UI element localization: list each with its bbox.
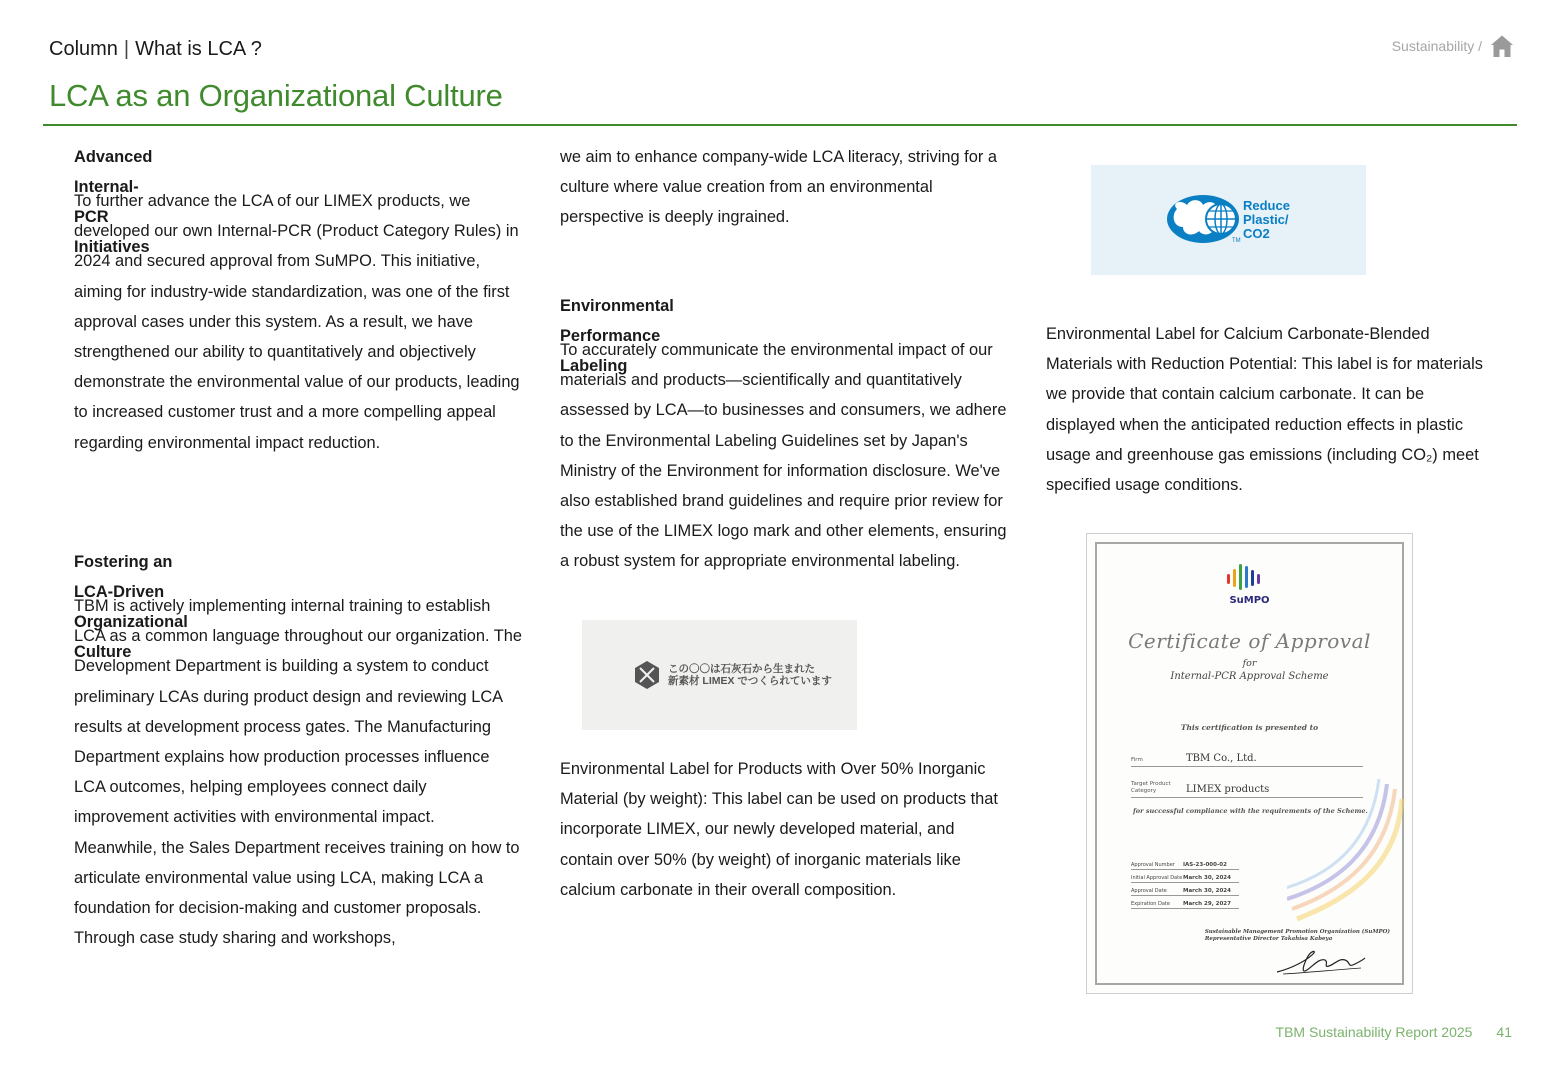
reduce-plastic-co2-label — [1091, 165, 1366, 275]
section-body-continuation: we aim to enhance company-wide LCA literacy, striving for a culture where value creation from an environmental perspective is deeply ingrained. — [560, 148, 997, 227]
page-footer — [1276, 1024, 1512, 1040]
reduce-line2: Plastic/ — [1243, 212, 1289, 227]
approval-date-row — [1131, 884, 1239, 896]
firm-value: TBM Co., Ltd. — [1186, 753, 1257, 764]
home-icon[interactable] — [1490, 34, 1514, 58]
limex-label-text — [668, 663, 832, 687]
initial-date-value: March 30, 2024 — [1183, 875, 1231, 881]
certificate-org-name: SuMPO — [1229, 595, 1270, 606]
issuer-line1: Sustainable Management Promotion Organization (SuMPO) — [1204, 929, 1390, 935]
category-value: LIMEX products — [1186, 784, 1270, 795]
certificate-for: for — [1242, 658, 1257, 669]
reduce-line1: Reduce — [1243, 198, 1290, 213]
reduce-plastic-logo — [1091, 165, 1366, 275]
reduce-tm: TM — [1232, 238, 1241, 244]
footer-report-title: TBM Sustainability Report 2025 — [1275, 1024, 1473, 1040]
kicker-column-label: Column — [49, 38, 118, 60]
kicker-separator: | — [123, 38, 130, 60]
certificate-of-approval-image — [1086, 533, 1413, 994]
certificate-scheme: Internal-PCR Approval Scheme — [1170, 671, 1329, 682]
approval-date-label: Approval Date — [1131, 888, 1167, 894]
signature-icon — [1273, 946, 1369, 978]
approval-number-row — [1131, 858, 1239, 870]
column-kicker — [49, 38, 262, 61]
section-body-org-culture: TBM is actively implementing internal training to establish LCA as a common language throughout our organization. The Development Department is building a system to conduct preliminary LCAs during product design and reviewing LCA results at development process gates. The Manufacturing Department explains how production processes influence LCA outcomes, helping employees connect daily improvement activities with environmental impact. Meanwhile, the Sales Department receives training on how to articulate environmental value using LCA, making LCA a foundation for decision-making and customer proposals. Through case study sharing and workshops, — [74, 597, 523, 948]
expiration-date-row — [1131, 897, 1239, 909]
reduce-line3: CO2 — [1243, 226, 1270, 241]
page-number: 41 — [1496, 1024, 1512, 1040]
kicker-topic-label: What is LCA ? — [135, 38, 262, 60]
limex-environmental-label — [582, 620, 857, 730]
firm-label: Firm — [1131, 757, 1143, 763]
limex-label-line1: この〇〇は石灰石から生まれた — [668, 663, 815, 675]
initial-date-row — [1131, 871, 1239, 883]
approval-number-label: Approval Number — [1131, 862, 1175, 868]
issuer-line2: Representative Director Takahisa Kabeya — [1204, 936, 1333, 942]
page-title: LCA as an Organizational Culture — [49, 78, 503, 113]
title-divider — [43, 124, 1517, 126]
limex-mark-icon — [632, 660, 662, 690]
certificate-firm-row — [1131, 750, 1363, 767]
approval-date-value: March 30, 2024 — [1183, 888, 1231, 894]
certificate-presented-to: This certification is presented to — [1180, 723, 1319, 732]
approval-number-value: IAS-23-000-02 — [1183, 862, 1227, 868]
category-label: Target Product Category — [1131, 781, 1171, 794]
section-heading-labeling: Environmental Performance Labeling — [560, 297, 674, 375]
certificate-compliance: for successful compliance with the requirements of the Scheme. — [1133, 807, 1368, 815]
certificate-swirl-decoration — [1287, 779, 1407, 929]
limex-label-caption: Environmental Label for Products with Over 50% Inorganic Material (by weight): This label can be used on products that incorporate LIMEX, our newly developed material, and contain over 50% (by weight) of inorganic materials like calcium carbonate in their overall composition. — [560, 760, 998, 899]
breadcrumb — [1392, 34, 1514, 58]
sumpo-logo-icon — [1225, 562, 1273, 594]
certificate-title: Certificate of Approval — [1128, 629, 1371, 653]
section-heading-internal-pcr: Advanced Internal-PCR Initiatives — [74, 148, 153, 256]
breadcrumb-sustainability-link[interactable]: Sustainability / — [1391, 38, 1482, 54]
reduce-label-caption: Environmental Label for Calcium Carbonate-Blended Materials with Reduction Potential: This label is for materials we provide that contain calcium carbonate. It can be displayed when the anticipated reduction effects in plastic usage and greenhouse gas emissions (including CO₂) meet specified usage conditions. — [1046, 325, 1483, 495]
expiration-date-value: March 29, 2027 — [1183, 901, 1231, 907]
expiration-date-label: Expiration Date — [1131, 901, 1170, 907]
section-body-internal-pcr: To further advance the LCA of our LIMEX products, we developed our own Internal-PCR (Product Category Rules) in 2024 and secured approval from SuMPO. This initiative, aiming for industry-wide standardization, was one of the first approval cases under this system. As a result, we have strengthened our ability to quantitatively and objectively demonstrate the environmental value of our products, leading to increased customer trust and a more compelling appeal regarding environmental impact reduction. — [74, 192, 520, 452]
certificate-issuer — [1205, 929, 1390, 943]
initial-date-label: Initial Approval Date — [1131, 875, 1183, 881]
limex-label-line2: 新素材 LIMEX でつくられています — [668, 675, 832, 687]
section-heading-org-culture: Fostering an LCA-Driven Organizational Culture — [74, 553, 188, 661]
section-body-labeling: To accurately communicate the environmental impact of our materials and products—scientifically and quantitatively assessed by LCA—to businesses and consumers, we adhere to the Environmental Labeling Guidelines set by Japan's Ministry of the Environment for information disclosure. We've also established brand guidelines and require prior review for the use of the LIMEX logo mark and other elements, ensuring a robust system for appropriate environmental labeling. — [560, 341, 1007, 571]
